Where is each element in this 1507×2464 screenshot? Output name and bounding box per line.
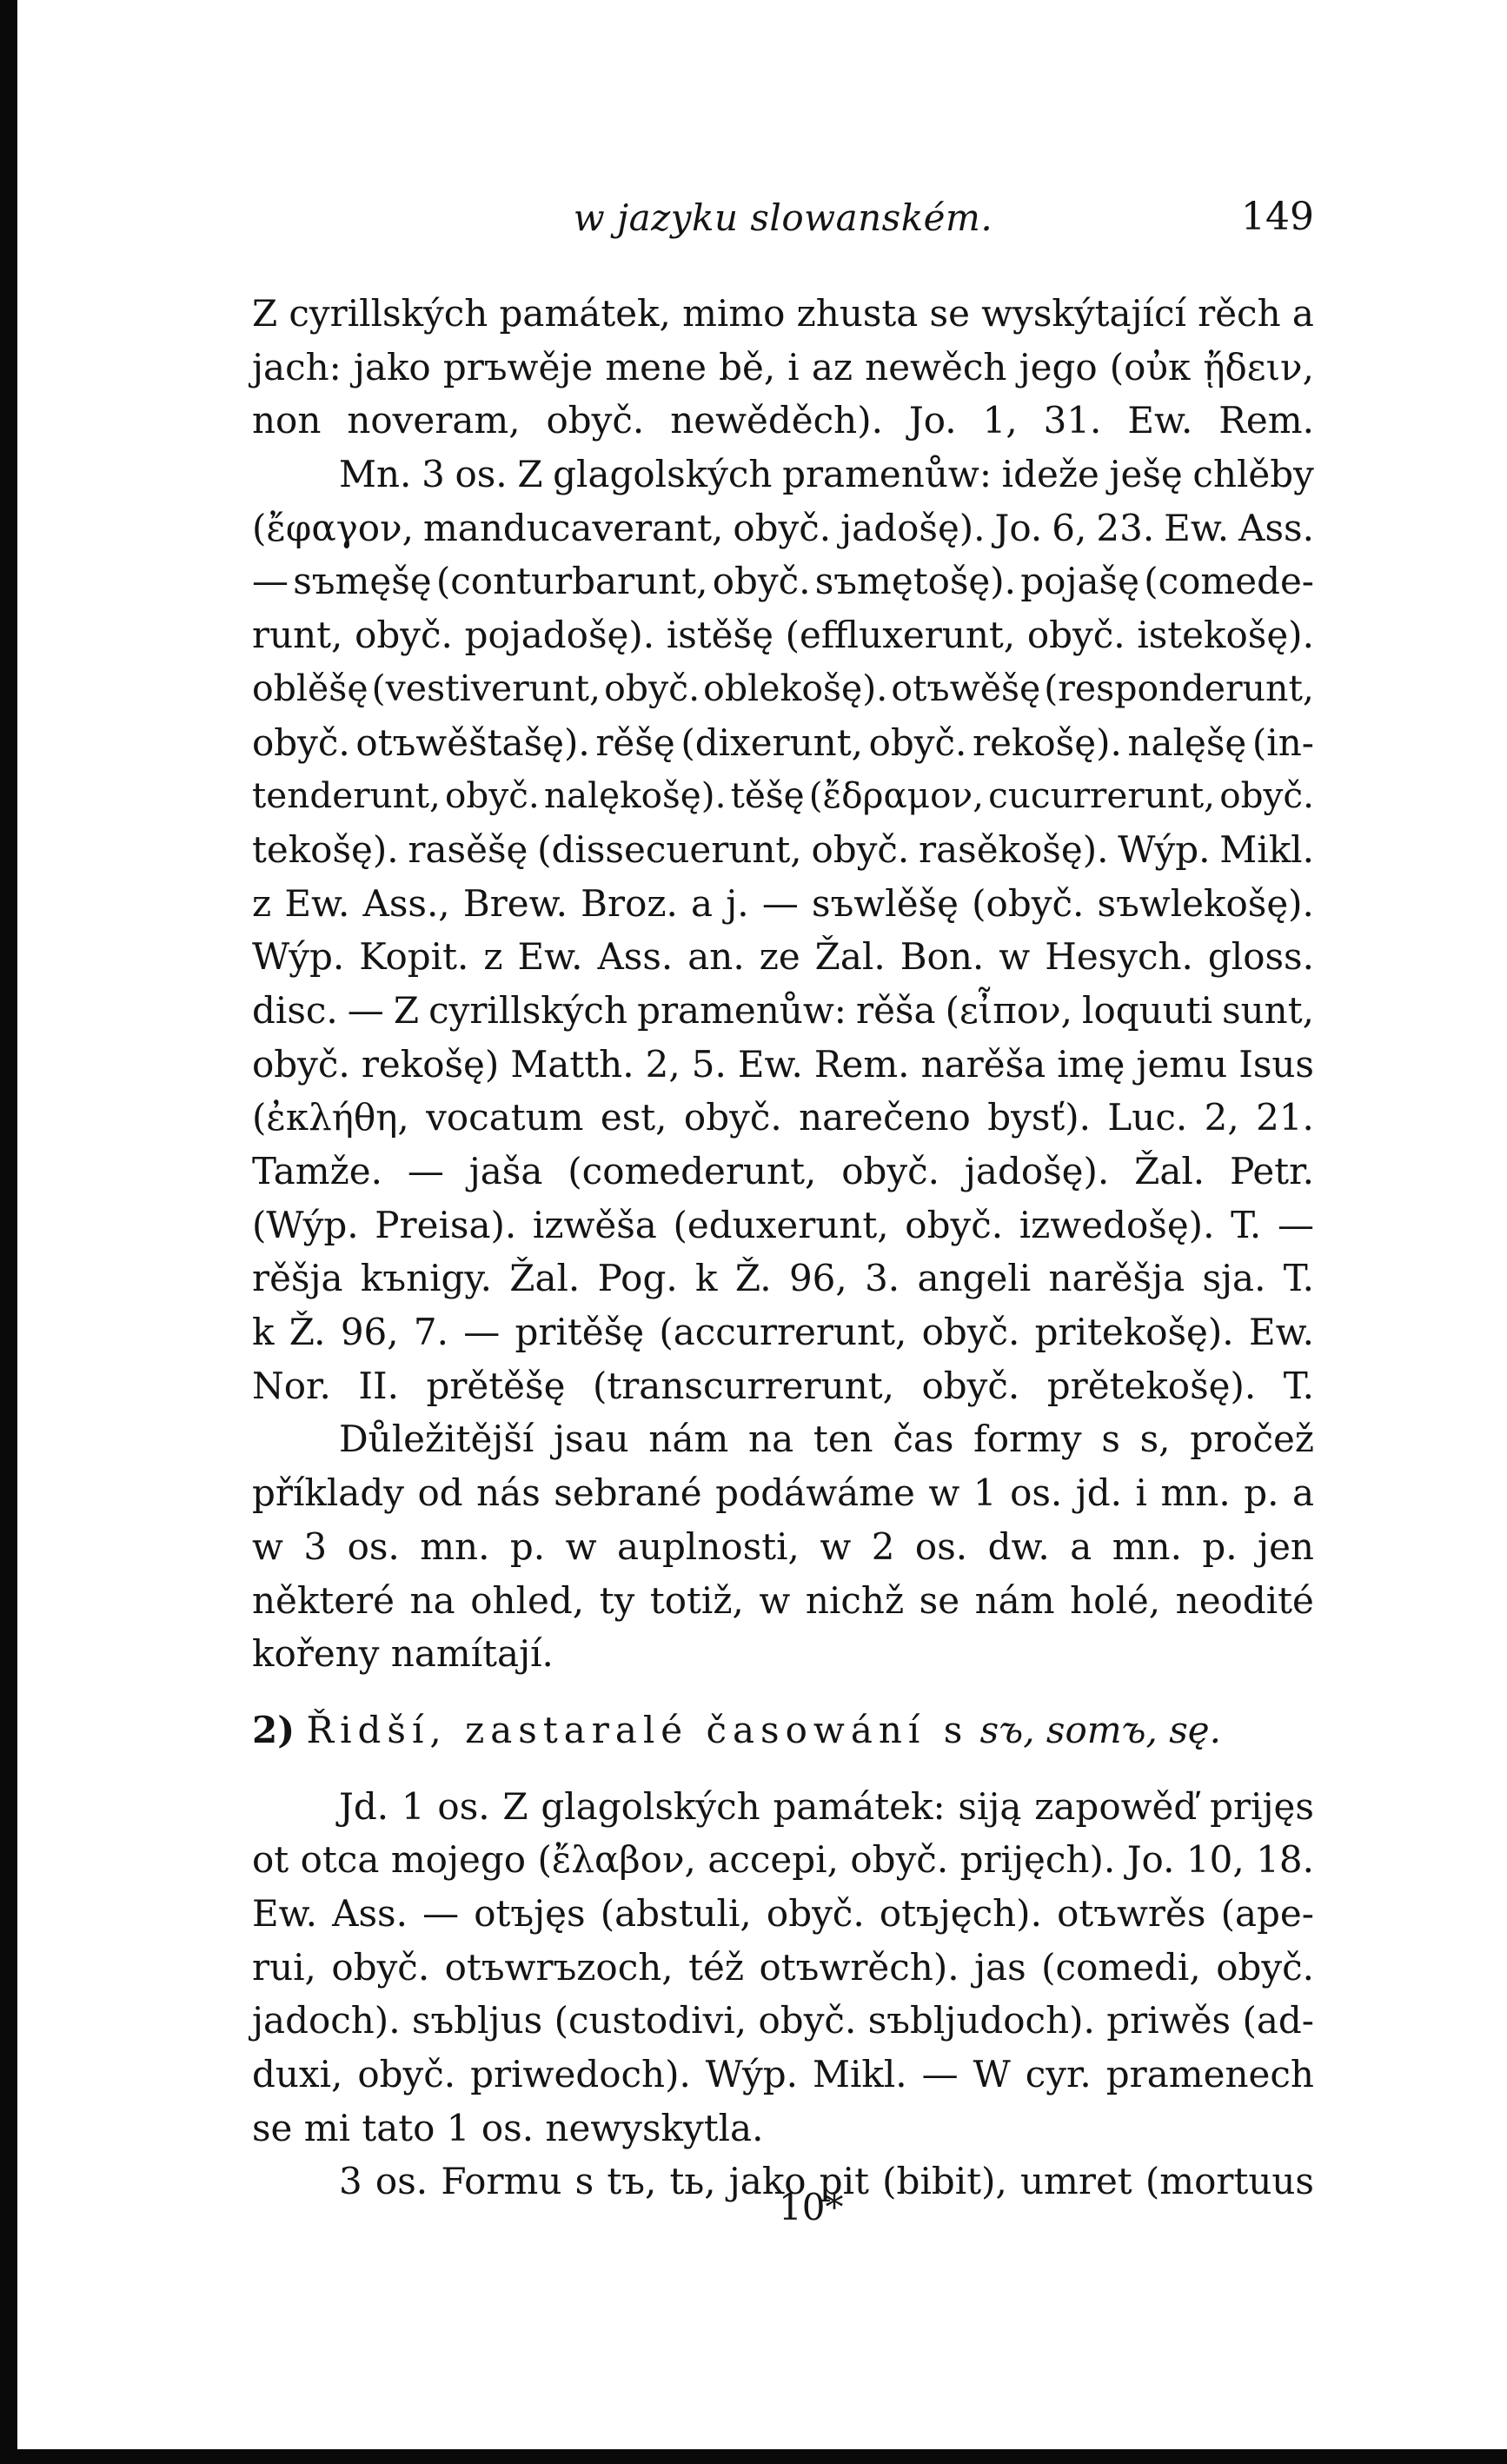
text-line: příklady od nás sebrané podáwáme w 1 os. jd. i mn. p. a	[252, 1471, 1314, 1515]
text-line: Ew. Ass. — otъjęs (abstuli, obyč. otъjęch). otъwrěs (ape-	[252, 1891, 1314, 1935]
signature-mark: 10*	[779, 2186, 844, 2228]
text-line: obyč. otъwěštašę). rěšę (dixerunt, obyč. rekošę). nalęšę (in-	[252, 721, 1314, 764]
section-forms: sъ, somъ, sę.	[979, 1708, 1222, 1751]
text-line: se mi tato 1 os. newyskytla.	[252, 2106, 764, 2149]
book-page	[252, 188, 1314, 2208]
text-line: Wýp. Kopit. z Ew. Ass. an. ze Žal. Bon. w Hesych. gloss.	[252, 935, 1314, 979]
page-number: 149	[1241, 195, 1314, 239]
text-line: Jd. 1 os. Z glagolských památek: siją zapowěď prijęs	[339, 1784, 1314, 1828]
text-line: ot otca mojego (ἔλαβον, accepi, obyč. prijęch). Jo. 10, 18.	[252, 1838, 1314, 1882]
section-number: 2)	[252, 1708, 295, 1751]
text-line: k Ž. 96, 7. — pritěšę (accurrerunt, obyč. pritekošę). Ew.	[252, 1311, 1314, 1354]
running-head: w jazyku slowanském.	[573, 196, 993, 239]
text-line: jach: jako prъwěje mene bě, i az newěch jego (οὐκ ᾔδειν,	[252, 345, 1314, 389]
section-heading	[252, 1704, 1314, 1757]
text-line: Nor. II. prětěšę (transcurrerunt, obyč. prětekošę). T.	[252, 1364, 1314, 1407]
text-line: Tamže. — jaša (comederunt, obyč. jadošę). Žal. Petr.	[252, 1150, 1314, 1192]
text-line: (ἔφαγον, manducaverant, obyč. jadošę). Jo. 6, 23. Ew. Ass.	[252, 506, 1314, 549]
paragraph	[252, 287, 1314, 448]
text-line: Z cyrillských památek, mimo zhusta se wyskýtající rěch a	[252, 292, 1314, 335]
scan-border-bottom	[0, 2449, 1507, 2464]
text-line: rui, obyč. otъwrъzoch, též otъwrěch). jas (comedi, obyč.	[252, 1945, 1314, 1989]
paragraph	[252, 1780, 1314, 2155]
text-line: z Ew. Ass., Brew. Broz. a j. — sъwlěšę (obyč. sъwlekošę).	[252, 881, 1314, 925]
text-line: (Wýp. Preisa). izwěša (eduxerunt, obyč. izwedošę). T. —	[252, 1203, 1314, 1246]
text-line: runt, obyč. pojadošę). istěšę (effluxerunt, obyč. istekošę).	[252, 614, 1314, 657]
text-line: oblěšę (vestiverunt, obyč. oblekošę). otъwěšę (responderunt,	[252, 667, 1314, 709]
text-line: tekošę). rasěšę (dissecuerunt, obyč. rasěkošę). Wýp. Mikl.	[252, 827, 1314, 871]
text-line: tenderunt, obyč. nalękošę). těšę (ἔδραμον, cucurrerunt, obyč.	[252, 774, 1314, 817]
body-text	[252, 287, 1314, 2208]
text-line: jadoch). sъbljus (custodivi, obyč. sъbljudoch). priwěs (ad-	[252, 1999, 1314, 2042]
text-line: (ἐκλήθη, vocatum est, obyč. narečeno bysť). Luc. 2, 21.	[252, 1096, 1314, 1139]
section-title: Řidší, zastaralé časowání s	[306, 1708, 969, 1751]
text-line: duxi, obyč. priwedoch). Wýp. Mikl. — W cyr. pramenech	[252, 2053, 1314, 2095]
text-line: 3 os. Formu s tъ, tь, jako pit (bibit), umret (mortuus	[339, 2160, 1314, 2203]
text-line: obyč. rekošę) Matth. 2, 5. Ew. Rem. narěša imę jemu Isus	[252, 1042, 1314, 1086]
paragraph	[252, 1412, 1314, 1680]
text-line: některé na ohled, ty totiž, w nichž se nám holé, neodité	[252, 1578, 1314, 1622]
text-line: disc. — Z cyrillských pramenůw: rěša (εἶπον, loquuti sunt,	[252, 988, 1314, 1032]
text-line: kořeny namítají.	[252, 1632, 554, 1676]
text-line: rěšja kъnigy. Žal. Pog. k Ž. 96, 3. angeli narěšja sja. T.	[252, 1257, 1314, 1300]
text-line: — sъmęšę (conturbarunt, obyč. sъmętošę). pojašę (comede-	[252, 560, 1314, 603]
scan-border-left	[0, 0, 17, 2464]
text-line: Mn. 3 os. Z glagolských pramenůw: ideže ješę chlěby	[339, 453, 1314, 496]
text-line: non noveram, obyč. newěděch). Jo. 1, 31. Ew. Rem.	[252, 399, 1314, 442]
page-header	[252, 188, 1314, 249]
text-line: Důležitější jsau nám na ten čas formy s s, pročež	[339, 1418, 1314, 1461]
text-line: w 3 os. mn. p. w auplnosti, w 2 os. dw. a mn. p. jen	[252, 1524, 1314, 1568]
paragraph	[252, 448, 1314, 1412]
